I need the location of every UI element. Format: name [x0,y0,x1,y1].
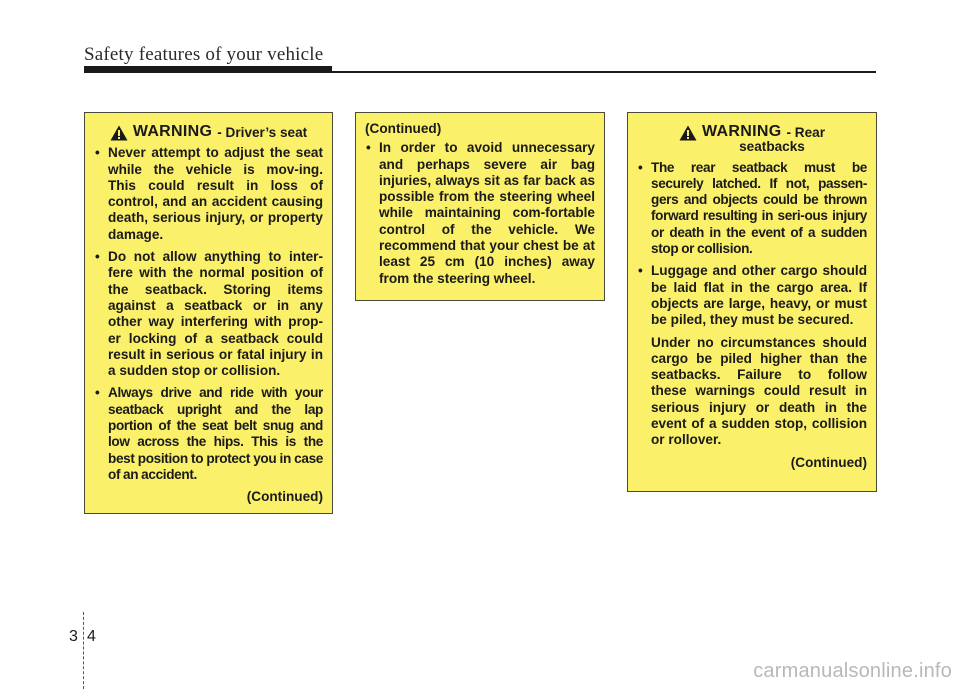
continued-label: (Continued) [790,454,867,470]
page-divider-line [83,612,84,689]
warning-list [637,160,867,329]
continued-label: (Continued) [365,121,442,136]
warning-paragraph: Under no circumstances should cargo be piled higher than the seatbacks. Failure to follow these warnings could result in serious injury or death in the event of a sudden stop, collision or rollover. [651,334,867,448]
warning-box-drivers-seat [84,112,333,514]
warning-box-rear-seatbacks [627,112,877,492]
list-item: • Always drive and ride with your seatback upright and the lap portion of the seat belt snug and low across the hips. This is the best position to protect you in case of an accident. [94,385,323,483]
header-rule-thin [84,71,876,73]
continued-label: (Continued) [246,489,323,505]
warning-heading [94,124,323,141]
warning-triangle-icon [110,125,128,141]
warning-triangle-icon [679,125,697,141]
warning-word: WARNING [702,123,782,140]
warning-word: WARNING [132,123,213,140]
list-item: • The rear seatback must be securely latched. If not, passen-gers and objects could be thrown forward resulting in seri-ous injury or death in the event of a sudden stop or collision. [637,160,867,258]
watermark: carmanualsonline.info [753,660,952,682]
warning-subject-line: seatbacks [739,139,805,155]
warning-list [365,140,595,287]
warning-box-continued [355,112,605,301]
list-item: • Never attempt to adjust the seat while the vehicle is mov-ing. This could result in loss of control, and an accident causing death, serious injury, or property damage. [94,145,323,243]
warning-subject: - Driver’s seat [217,125,308,140]
list-item: • Do not allow anything to inter-fere with the normal position of the seatback. Storing items against a seatback or in any other way interfering with prop-er locking of a seatback could result in serious or fatal injury in a sudden stop or collision. [94,249,323,379]
page-number: 4 [87,628,96,645]
chapter-number: 3 [69,628,78,645]
list-item: • In order to avoid unnecessary and perhaps severe air bag injuries, always sit as far back as possible from the steering wheel while maintaining com-fortable control of the vehicle. We recommend that your chest be at least 25 cm (10 inches) away from the steering wheel. [365,140,595,287]
list-item: • Luggage and other cargo should be laid flat in the cargo area. If objects are large, heavy, or must be piled, they must be secured. [637,263,867,328]
page-header-title: Safety features of your vehicle [84,44,324,65]
warning-list [94,145,323,483]
warning-subject-line: - Rear [786,125,825,140]
